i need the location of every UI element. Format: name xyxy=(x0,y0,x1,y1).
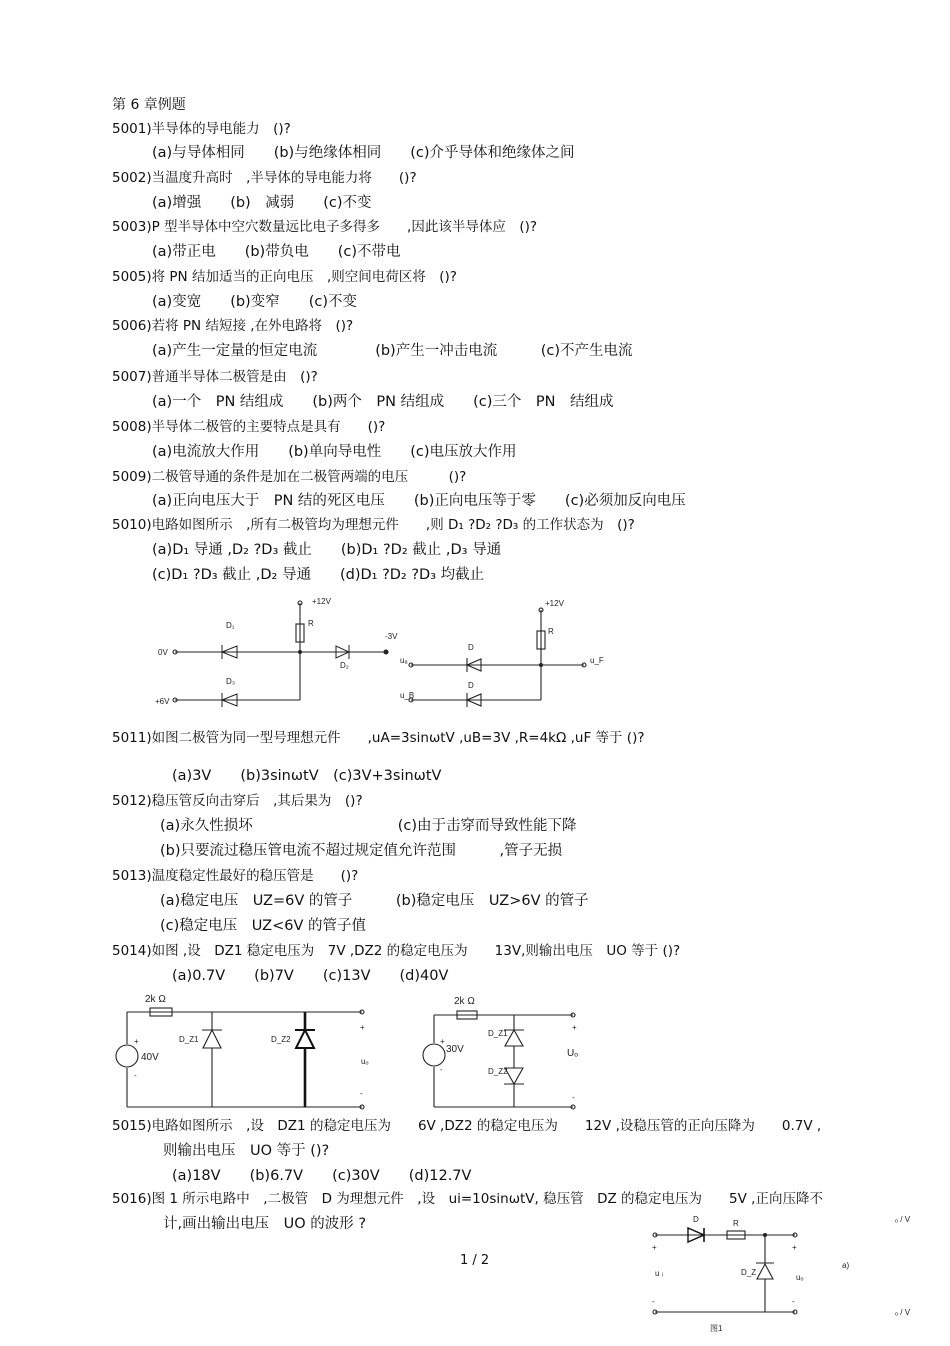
svg-text:+: + xyxy=(792,1243,797,1252)
answer-options: (b)只要流过稳压管电流不超过规定值允许范围 ,管子无损 xyxy=(160,843,563,859)
svg-text:ₒ / V: ₒ / V xyxy=(895,1215,911,1224)
fig5011-db: D xyxy=(468,681,474,690)
fig5014a-src: 40V xyxy=(141,1052,159,1063)
fig5010-v12: +12V xyxy=(312,597,331,606)
question-text: 5006)若将 PN 结短接 ,在外电路将 ()? xyxy=(112,318,354,334)
svg-text:+: + xyxy=(440,1037,445,1046)
svg-text:+: + xyxy=(652,1243,657,1252)
answer-options: (a)18V (b)6.7V (c)30V (d)12.7V xyxy=(172,1168,472,1184)
fig1-ui: u ᵢ xyxy=(655,1269,663,1278)
answer-options: (a)带正电 (b)带负电 (c)不带电 xyxy=(152,244,401,260)
fig5014a-dz2: D_Z2 xyxy=(271,1035,291,1044)
svg-text:+: + xyxy=(360,1023,365,1032)
answer-options: (a)永久性损坏 (c)由于击穿而导致性能下降 xyxy=(160,818,577,834)
answer-options: (a)0.7V (b)7V (c)13V (d)40V xyxy=(172,968,449,984)
fig5010-0v: 0V xyxy=(158,648,168,657)
question-text: 5008)半导体二极管的主要特点是具有 ()? xyxy=(112,419,386,435)
svg-text:a): a) xyxy=(842,1261,850,1270)
fig5011-uf: u_F xyxy=(590,656,604,665)
fig5010-d2: D₂ xyxy=(340,661,349,670)
question-text: 5002)当温度升高时 ,半导体的导电能力将 ()? xyxy=(112,170,417,186)
fig1-dz: D_Z xyxy=(741,1268,757,1277)
fig1-r: R xyxy=(733,1219,739,1228)
svg-text:-: - xyxy=(360,1089,363,1098)
page-number: 1 / 2 xyxy=(460,1253,490,1268)
fig1-uo: uₒ xyxy=(796,1273,804,1282)
fig5014b-uo: Uₒ xyxy=(567,1048,578,1059)
answer-options: (a)正向电压大于 PN 结的死区电压 (b)正向电压等于零 (c)必须加反向电压 xyxy=(152,493,686,509)
fig5010-out: -3V xyxy=(385,632,398,641)
question-text: 5010)电路如图所示 ,所有二极管均为理想元件 ,则 D₁ ?D₂ ?D₃ 的工作状态为 ()? xyxy=(112,517,635,533)
question-text: 5013)温度稳定性最好的稳压管是 ()? xyxy=(112,868,359,884)
svg-text:-: - xyxy=(440,1065,443,1074)
answer-options: (a)稳定电压 UZ=6V 的管子 (b)稳定电压 UZ>6V 的管子 xyxy=(160,893,589,909)
answer-options: (a)3V (b)3sinωtV (c)3V+3sinωtV xyxy=(172,768,442,784)
fig5014b-dz1: D_Z1 xyxy=(488,1029,508,1038)
fig1-d: D xyxy=(693,1215,699,1224)
fig5014b-src: 30V xyxy=(446,1044,464,1055)
answer-options: (a)变宽 (b)变窄 (c)不变 xyxy=(152,294,358,310)
fig5014a-res: 2k Ω xyxy=(145,994,166,1005)
svg-text:-: - xyxy=(572,1093,575,1102)
fig5014b-res: 2k Ω xyxy=(454,996,475,1007)
question-text: 5014)如图 ,设 DZ1 稳定电压为 7V ,DZ2 的稳定电压为 13V,则输出电压 UO 等于 ()? xyxy=(112,943,681,959)
answer-options: (a)与导体相同 (b)与绝缘体相同 (c)介乎导体和绝缘体之间 xyxy=(152,145,575,161)
fig5014b-dz2: D_Z2 xyxy=(488,1067,508,1076)
svg-text:-: - xyxy=(134,1071,137,1080)
question-text: 5003)P 型半导体中空穴数量远比电子多得多 ,因此该半导体应 ()? xyxy=(112,219,538,235)
question-text: 5005)将 PN 结加适当的正向电压 ,则空间电荷区将 ()? xyxy=(112,269,457,285)
fig5010-6v: +6V xyxy=(155,697,170,706)
fig5011-r: R xyxy=(548,627,554,636)
answer-options: (a)增强 (b) 减弱 (c)不变 xyxy=(152,195,372,211)
fig5011-da: D xyxy=(468,643,474,652)
question-text: 5001)半导体的导电能力 ()? xyxy=(112,121,291,137)
question-text: 5007)普通半导体二极管是由 ()? xyxy=(112,369,318,385)
fig5011-v12: +12V xyxy=(545,599,564,608)
answer-options: (a)电流放大作用 (b)单向导电性 (c)电压放大作用 xyxy=(152,444,517,460)
svg-text:+: + xyxy=(572,1023,577,1032)
fig5011-ua: uₐ xyxy=(400,656,408,665)
svg-text:+: + xyxy=(134,1037,139,1046)
question-text: 5009)二极管导通的条件是加在二极管两端的电压 ()? xyxy=(112,469,467,485)
fig1-caption: 图1 xyxy=(710,1324,723,1333)
fig5011-ub: u_B xyxy=(400,691,415,700)
fig5010-r: R xyxy=(308,619,314,628)
answer-options: (c)D₁ ?D₃ 截止 ,D₂ 导通 (d)D₁ ?D₂ ?D₃ 均截止 xyxy=(152,567,485,583)
fig5014a-uo: uₒ xyxy=(361,1057,369,1066)
answer-options: (a)一个 PN 结组成 (b)两个 PN 结组成 (c)三个 PN 结组成 xyxy=(152,394,614,410)
question-text: 5016)图 1 所示电路中 ,二极管 D 为理想元件 ,设 ui=10sinωtV, 稳压管 DZ 的稳定电压为 5V ,正向压降不 xyxy=(112,1191,823,1207)
answer-options: 计,画出输出电压 UO 的波形 ? xyxy=(163,1216,367,1232)
answer-options: (a)产生一定量的恒定电流 (b)产生一冲击电流 (c)不产生电流 xyxy=(152,343,633,359)
svg-text:ₒ / V: ₒ / V xyxy=(895,1308,911,1317)
fig5014a-dz1: D_Z1 xyxy=(179,1035,199,1044)
answer-options: (a)D₁ 导通 ,D₂ ?D₃ 截止 (b)D₁ ?D₂ 截止 ,D₃ 导通 xyxy=(152,542,502,558)
answer-options: (c)稳定电压 UZ<6V 的管子值 xyxy=(160,918,366,934)
answer-options: 则输出电压 UO 等于 ()? xyxy=(163,1143,330,1159)
question-text: 5015)电路如图所示 ,设 DZ1 的稳定电压为 6V ,DZ2 的稳定电压为 12V ,设稳压管的正向压降为 0.7V , xyxy=(112,1118,822,1134)
question-text: 5012)稳压管反向击穿后 ,其后果为 ()? xyxy=(112,793,363,809)
svg-text:-: - xyxy=(792,1297,795,1306)
question-text: 5011)如图二极管为同一型号理想元件 ,uA=3sinωtV ,uB=3V ,R=4kΩ ,uF 等于 ()? xyxy=(112,730,645,746)
fig5010-d1: D₁ xyxy=(226,621,235,630)
fig5010-d3: D₃ xyxy=(226,677,236,686)
svg-text:-: - xyxy=(652,1297,655,1306)
page-header: 第 6 章例题 xyxy=(112,97,186,113)
